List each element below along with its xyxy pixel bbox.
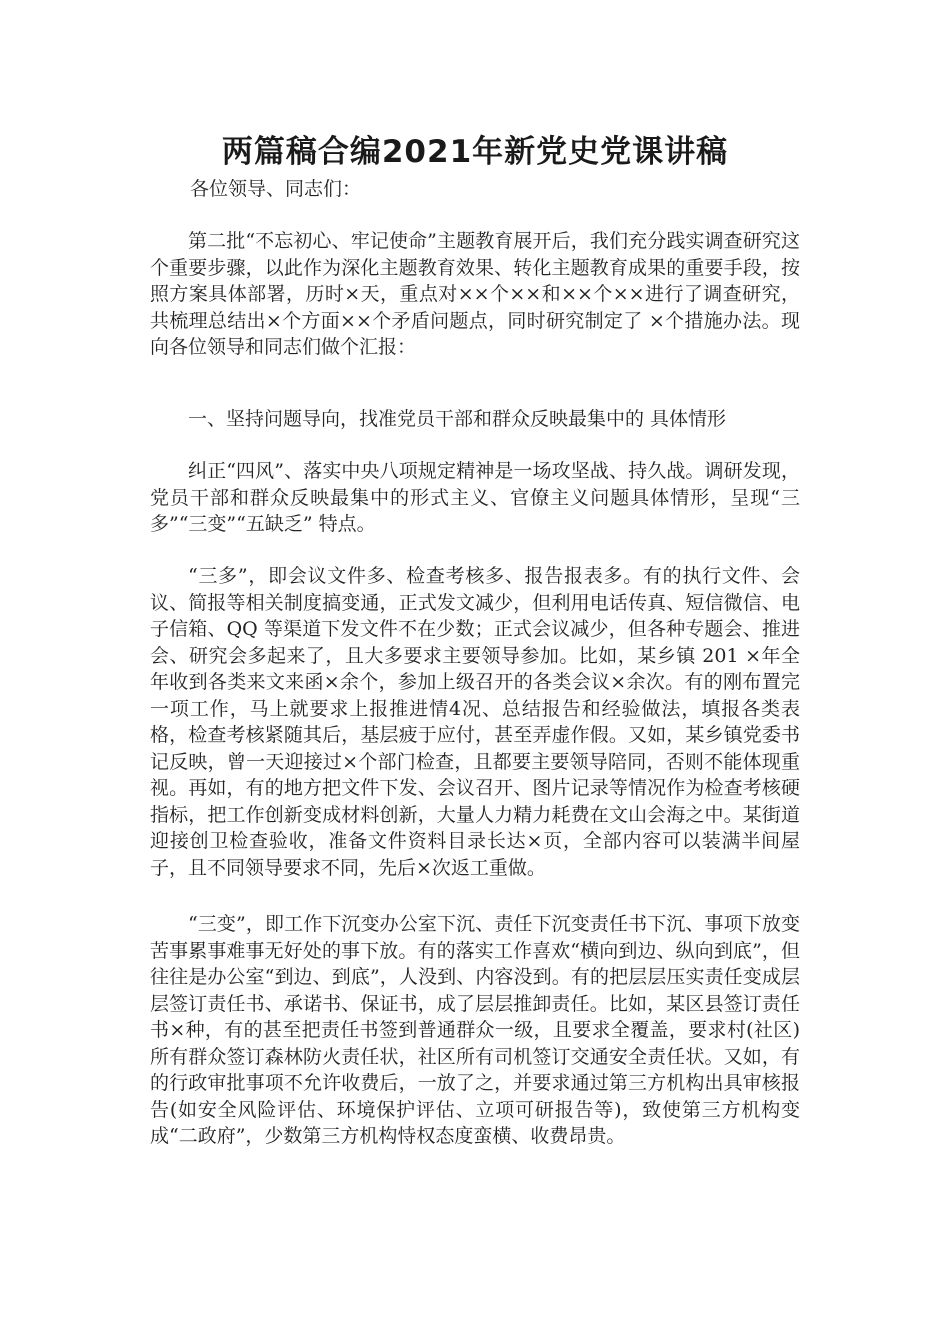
paragraph-intro: 第二批“不忘初心、牢记使命”主题教育展开后，我们充分践实调查研究这个重要步骤，以此作为深化主题教育效果、转化主题教育成果的重要手段，按照方案具体部署，历时×天，重点对××个××和××个××进行了调查研究，共梳理总结出×个方面××个矛盾问题点，同时研究制定了 ×个措施办法。现向各位领导和同志们做个汇报： [150, 230, 800, 358]
document-title: 两篇稿合编2021年新党史党课讲稿 [221, 134, 729, 170]
section-heading-1: 一、坚持问题导向，找准党员干部和群众反映最集中的 具体情形 [188, 408, 727, 430]
paragraph-four-winds: 纠正“四风”、落实中央八项规定精神是一场攻坚战、持久战。调研发现，党员干部和群众反映最集中的形式主义、官僚主义问题具体情形，呈现“三多”“三变”“五缺乏” 特点。 [150, 460, 800, 535]
paragraph-three-changes: “三变”，即工作下沉变办公室下沉、责任下沉变责任书下沉、事项下放变苦事累事难事无好处的事下放。有的落实工作喜欢“横向到边、纵向到底”，但往往是办公室“到边、到底”，人没到、内容没到。有的把层层压实责任变成层层签订责任书、承诺书、保证书，成了层层推卸责任。比如，某区县签订责任书×种，有的甚至把责任书签到普通群众一级，且要求全覆盖，要求村(社区)所有群众签订森林防火责任状，社区所有司机签订交通安全责任状。又如，有的行政审批事项不允许收费后，一放了之，并要求通过第三方机构出具审核报告(如安全风险评估、环境保护评估、立项可研报告等)，致使第三方机构变成“二政府”，少数第三方机构恃权态度蛮横、收费昂贵。 [150, 913, 800, 1147]
paragraph-three-many: “三多”，即会议文件多、检查考核多、报告报表多。有的执行文件、会议、简报等相关制度搞变通，正式发文减少，但利用电话传真、短信微信、电子信箱、QQ 等渠道下发文件不在少数；正式会议减少，但各种专题会、推进会、研究会多起来了，且大多要求主要领导参加。比如，某乡镇 201 ×年全年收到各类来文来函×余个，参加上级召开的各类会议×余次。有的刚布置完一项工作，马上就要求上报推进情4况、总结报告和经验做法，填报各类表格，检查考核紧随其后，基层疲于应付，甚至弄虚作假。又如，某乡镇党委书记反映，曾一天迎接过×个部门检查，且都要主要领导陪同，否则不能体现重视。再如，有的地方把文件下发、会议召开、图片记录等情况作为检查考核硬指标，把工作创新变成材料创新，大量人力精力耗费在文山会海之中。某街道迎接创卫检查验收，准备文件资料目录长达×页，全部内容可以装满半间屋子，且不同领导要求不同，先后×次返工重做。 [150, 565, 800, 879]
salutation: 各位领导、同志们： [190, 178, 362, 200]
